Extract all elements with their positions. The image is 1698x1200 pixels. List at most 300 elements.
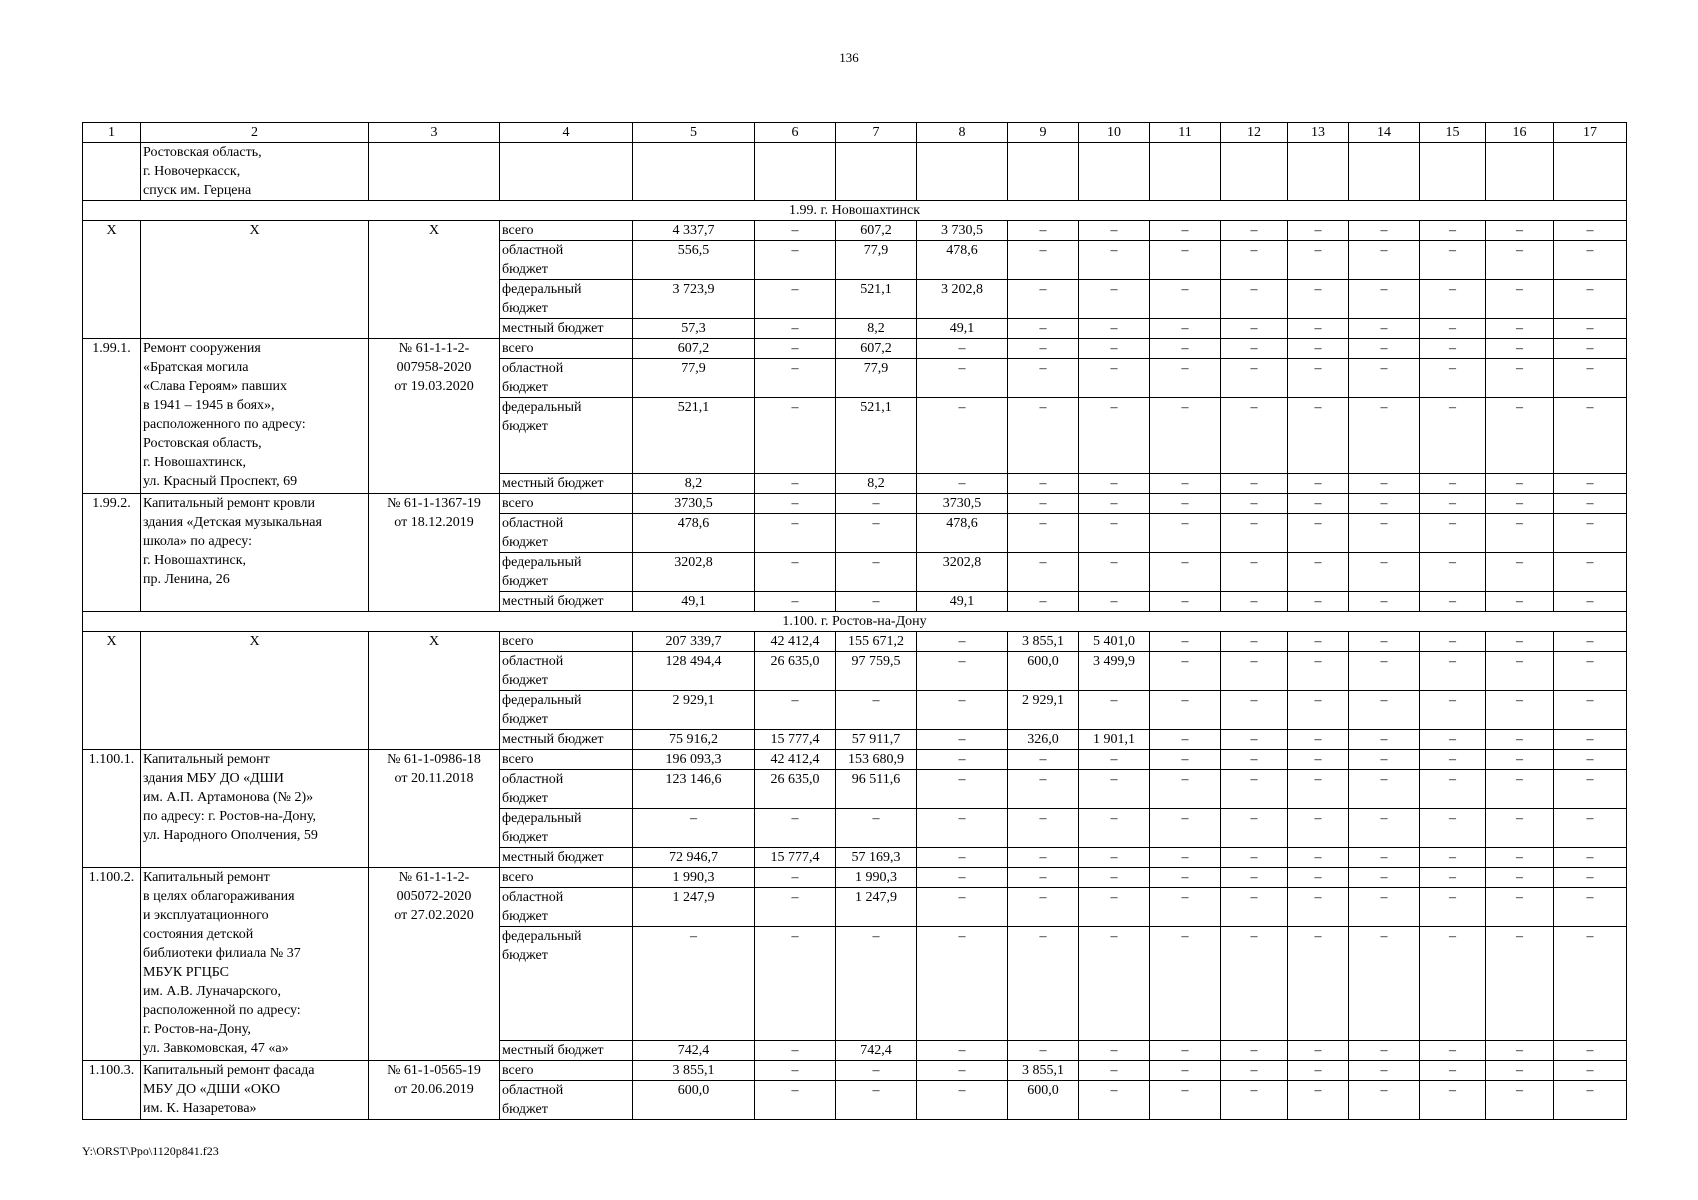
value-cell: – <box>1554 652 1627 691</box>
value-cell: – <box>1288 1061 1349 1081</box>
value-cell: 196 093,3 <box>633 750 755 770</box>
value-cell: – <box>1420 848 1486 868</box>
value-cell: 97 759,5 <box>836 652 917 691</box>
value-cell: – <box>1079 592 1150 612</box>
value-cell: – <box>1420 319 1486 339</box>
value-cell: – <box>1150 888 1221 927</box>
value-cell: 600,0 <box>633 1081 755 1120</box>
column-number: 11 <box>1150 123 1221 143</box>
value-cell: 3 855,1 <box>633 1061 755 1081</box>
value-cell: – <box>1150 241 1221 280</box>
value-cell: 72 946,7 <box>633 848 755 868</box>
value-cell: – <box>1349 319 1420 339</box>
value-cell: – <box>1221 868 1288 888</box>
budget-type-label: областной бюджет <box>500 770 633 809</box>
value-cell: – <box>755 1041 836 1061</box>
value-cell: – <box>1288 221 1349 241</box>
column-number: 5 <box>633 123 755 143</box>
value-cell: 5 401,0 <box>1079 632 1150 652</box>
budget-type-label: областной бюджет <box>500 1081 633 1120</box>
value-cell: – <box>1349 1061 1420 1081</box>
value-cell: – <box>755 359 836 398</box>
value-cell: – <box>1150 221 1221 241</box>
value-cell: – <box>917 339 1008 359</box>
value-cell: – <box>1349 494 1420 514</box>
value-cell: – <box>755 221 836 241</box>
value-cell: – <box>1079 868 1150 888</box>
value-cell: 742,4 <box>633 1041 755 1061</box>
value-cell: – <box>1079 927 1150 1041</box>
value-cell: – <box>917 868 1008 888</box>
value-cell: – <box>1150 514 1221 553</box>
value-cell: – <box>1554 1041 1627 1061</box>
value-cell: – <box>1554 927 1627 1041</box>
budget-type-label: федеральный бюджет <box>500 927 633 1041</box>
value-cell: – <box>755 398 836 474</box>
budget-table <box>82 122 1627 1120</box>
value-cell: – <box>1079 1081 1150 1120</box>
value-cell: 207 339,7 <box>633 632 755 652</box>
value-cell: 77,9 <box>836 241 917 280</box>
value-cell: – <box>1008 241 1079 280</box>
empty-cell <box>1008 143 1079 201</box>
value-cell: – <box>1079 221 1150 241</box>
budget-row <box>83 339 1627 359</box>
value-cell: – <box>1420 1081 1486 1120</box>
value-cell: – <box>1221 319 1288 339</box>
value-cell: – <box>1554 359 1627 398</box>
value-cell: – <box>1008 221 1079 241</box>
value-cell: – <box>1486 750 1554 770</box>
value-cell: – <box>1554 888 1627 927</box>
value-cell: – <box>917 474 1008 494</box>
budget-type-label: всего <box>500 494 633 514</box>
value-cell: – <box>917 359 1008 398</box>
value-cell: – <box>1221 927 1288 1041</box>
value-cell: – <box>1349 868 1420 888</box>
value-cell: 478,6 <box>917 514 1008 553</box>
value-cell: 3202,8 <box>917 553 1008 592</box>
value-cell: – <box>755 868 836 888</box>
value-cell: – <box>755 1061 836 1081</box>
value-cell: – <box>755 474 836 494</box>
value-cell: – <box>1288 1081 1349 1120</box>
value-cell: – <box>1349 1041 1420 1061</box>
value-cell: – <box>1288 319 1349 339</box>
value-cell: – <box>1420 927 1486 1041</box>
value-cell: 478,6 <box>633 514 755 553</box>
row-code-cell: 1.99.1. <box>83 339 141 494</box>
empty-cell <box>1554 143 1627 201</box>
budget-row <box>83 221 1627 241</box>
value-cell: – <box>1288 359 1349 398</box>
value-cell: – <box>1150 494 1221 514</box>
contract-cell: № 61-1-0986-18 от 20.11.2018 <box>369 750 500 868</box>
value-cell: – <box>1554 339 1627 359</box>
value-cell: – <box>1288 1041 1349 1061</box>
budget-row <box>83 1061 1627 1081</box>
value-cell: – <box>1420 514 1486 553</box>
budget-type-label: местный бюджет <box>500 848 633 868</box>
budget-type-label: федеральный бюджет <box>500 398 633 474</box>
row-code-cell: 1.100.1. <box>83 750 141 868</box>
value-cell: – <box>755 553 836 592</box>
value-cell: – <box>1221 359 1288 398</box>
value-cell: 57 911,7 <box>836 730 917 750</box>
value-cell: – <box>1288 241 1349 280</box>
value-cell: – <box>1008 494 1079 514</box>
value-cell: – <box>917 1081 1008 1120</box>
value-cell: – <box>1288 280 1349 319</box>
value-cell: 77,9 <box>836 359 917 398</box>
value-cell: – <box>1288 730 1349 750</box>
value-cell: 521,1 <box>836 398 917 474</box>
value-cell: – <box>1079 474 1150 494</box>
section-title: 1.100. г. Ростов-на-Дону <box>83 612 1627 632</box>
value-cell: – <box>1554 514 1627 553</box>
value-cell: – <box>1150 319 1221 339</box>
value-cell: – <box>1288 553 1349 592</box>
budget-type-label: областной бюджет <box>500 359 633 398</box>
section-title: 1.99. г. Новошахтинск <box>83 201 1627 221</box>
value-cell: – <box>1008 888 1079 927</box>
value-cell: – <box>755 691 836 730</box>
value-cell: 2 929,1 <box>1008 691 1079 730</box>
value-cell: – <box>1420 494 1486 514</box>
value-cell: 521,1 <box>633 398 755 474</box>
value-cell: – <box>1554 1061 1627 1081</box>
value-cell: – <box>1486 1041 1554 1061</box>
value-cell: 96 511,6 <box>836 770 917 809</box>
object-description: Ремонт сооружения «Братская могила «Слава Героям» павших в 1941 – 1945 в боях», расположенного по адресу: Ростовская область, г. Новошахтинск, ул. Красный Проспект, 69 <box>141 339 369 494</box>
budget-type-label: местный бюджет <box>500 474 633 494</box>
value-cell: – <box>1221 514 1288 553</box>
budget-row <box>83 750 1627 770</box>
value-cell: – <box>1420 474 1486 494</box>
value-cell: – <box>1008 848 1079 868</box>
value-cell: – <box>1554 691 1627 730</box>
value-cell: – <box>1486 221 1554 241</box>
value-cell: – <box>1349 888 1420 927</box>
value-cell: – <box>1349 770 1420 809</box>
value-cell: – <box>1221 888 1288 927</box>
value-cell: – <box>1554 474 1627 494</box>
value-cell: – <box>1349 221 1420 241</box>
value-cell: – <box>1349 730 1420 750</box>
value-cell: – <box>836 592 917 612</box>
value-cell: – <box>917 398 1008 474</box>
value-cell: – <box>1150 1081 1221 1120</box>
value-cell: – <box>1420 730 1486 750</box>
value-cell: 1 990,3 <box>633 868 755 888</box>
value-cell: – <box>836 494 917 514</box>
row-code-cell: 1.100.2. <box>83 868 141 1061</box>
value-cell: – <box>1420 398 1486 474</box>
column-number: 15 <box>1420 123 1486 143</box>
value-cell: – <box>1079 319 1150 339</box>
value-cell: 1 247,9 <box>633 888 755 927</box>
value-cell: – <box>917 888 1008 927</box>
budget-type-label: местный бюджет <box>500 319 633 339</box>
value-cell: – <box>1079 553 1150 592</box>
budget-type-label: федеральный бюджет <box>500 553 633 592</box>
value-cell: – <box>1008 750 1079 770</box>
value-cell: – <box>836 553 917 592</box>
value-cell: – <box>1221 592 1288 612</box>
contract-cell: Х <box>369 632 500 750</box>
value-cell: – <box>1150 848 1221 868</box>
value-cell: – <box>1221 494 1288 514</box>
value-cell: 600,0 <box>1008 1081 1079 1120</box>
row-code-cell: 1.100.3. <box>83 1061 141 1120</box>
value-cell: 128 494,4 <box>633 652 755 691</box>
value-cell: – <box>1420 632 1486 652</box>
value-cell: – <box>1554 221 1627 241</box>
value-cell: – <box>1008 927 1079 1041</box>
value-cell: 478,6 <box>917 241 1008 280</box>
value-cell: – <box>1486 398 1554 474</box>
value-cell: – <box>1079 1041 1150 1061</box>
value-cell: – <box>1150 1041 1221 1061</box>
value-cell: – <box>1288 514 1349 553</box>
value-cell: – <box>836 1061 917 1081</box>
budget-type-label: местный бюджет <box>500 1041 633 1061</box>
column-number: 2 <box>141 123 369 143</box>
empty-cell <box>1420 143 1486 201</box>
value-cell: – <box>1288 888 1349 927</box>
object-description: Капитальный ремонт здания МБУ ДО «ДШИ им. А.П. Артамонова (№ 2)» по адресу: г. Ростов-на-Дону, ул. Народного Ополчения, 59 <box>141 750 369 868</box>
value-cell: – <box>1221 770 1288 809</box>
column-number: 4 <box>500 123 633 143</box>
value-cell: 8,2 <box>633 474 755 494</box>
value-cell: – <box>1288 770 1349 809</box>
value-cell: – <box>1486 809 1554 848</box>
value-cell: 57,3 <box>633 319 755 339</box>
value-cell: – <box>1008 592 1079 612</box>
value-cell: – <box>1221 632 1288 652</box>
value-cell: – <box>1486 553 1554 592</box>
value-cell: – <box>1486 494 1554 514</box>
value-cell: – <box>917 652 1008 691</box>
value-cell: – <box>1420 1041 1486 1061</box>
value-cell: – <box>917 809 1008 848</box>
empty-cell <box>836 143 917 201</box>
value-cell: – <box>755 1081 836 1120</box>
empty-cell <box>917 143 1008 201</box>
value-cell: – <box>1349 339 1420 359</box>
value-cell: – <box>1554 632 1627 652</box>
value-cell: – <box>1288 750 1349 770</box>
value-cell: – <box>1288 691 1349 730</box>
value-cell: – <box>1486 868 1554 888</box>
empty-cell <box>1150 143 1221 201</box>
budget-type-label: всего <box>500 221 633 241</box>
budget-type-label: всего <box>500 868 633 888</box>
value-cell: – <box>755 494 836 514</box>
value-cell: – <box>1008 474 1079 494</box>
value-cell: – <box>1420 770 1486 809</box>
value-cell: 3730,5 <box>633 494 755 514</box>
value-cell: – <box>1554 848 1627 868</box>
value-cell: – <box>1221 848 1288 868</box>
value-cell: – <box>1554 809 1627 848</box>
value-cell: 1 247,9 <box>836 888 917 927</box>
value-cell: 3202,8 <box>633 553 755 592</box>
empty-cell <box>1486 143 1554 201</box>
value-cell: 1 990,3 <box>836 868 917 888</box>
value-cell: 3 202,8 <box>917 280 1008 319</box>
budget-type-label: всего <box>500 339 633 359</box>
value-cell: – <box>1486 592 1554 612</box>
value-cell: – <box>1420 809 1486 848</box>
value-cell: – <box>1008 553 1079 592</box>
value-cell: – <box>633 927 755 1041</box>
value-cell: 3 855,1 <box>1008 1061 1079 1081</box>
value-cell: – <box>1079 848 1150 868</box>
value-cell: – <box>1288 868 1349 888</box>
value-cell: – <box>917 848 1008 868</box>
value-cell: – <box>755 592 836 612</box>
value-cell: – <box>1150 652 1221 691</box>
value-cell: 123 146,6 <box>633 770 755 809</box>
value-cell: – <box>1420 888 1486 927</box>
value-cell: – <box>1554 770 1627 809</box>
value-cell: – <box>1008 280 1079 319</box>
empty-cell <box>1079 143 1150 201</box>
value-cell: – <box>1349 750 1420 770</box>
value-cell: – <box>1349 632 1420 652</box>
value-cell: 155 671,2 <box>836 632 917 652</box>
budget-type-label: областной бюджет <box>500 888 633 927</box>
column-number: 1 <box>83 123 141 143</box>
value-cell: 3730,5 <box>917 494 1008 514</box>
value-cell: – <box>1420 221 1486 241</box>
value-cell: – <box>1150 553 1221 592</box>
value-cell: – <box>1221 730 1288 750</box>
value-cell: – <box>1486 770 1554 809</box>
value-cell: – <box>836 514 917 553</box>
value-cell: 57 169,3 <box>836 848 917 868</box>
budget-type-label: федеральный бюджет <box>500 691 633 730</box>
value-cell: – <box>755 280 836 319</box>
empty-cell <box>633 143 755 201</box>
value-cell: – <box>1554 319 1627 339</box>
value-cell: 326,0 <box>1008 730 1079 750</box>
value-cell: – <box>1486 632 1554 652</box>
value-cell: – <box>1008 514 1079 553</box>
value-cell: – <box>1486 691 1554 730</box>
budget-type-label: областной бюджет <box>500 652 633 691</box>
value-cell: – <box>1349 553 1420 592</box>
budget-type-label: местный бюджет <box>500 730 633 750</box>
value-cell: – <box>1420 868 1486 888</box>
value-cell: – <box>1486 888 1554 927</box>
value-cell: – <box>1349 241 1420 280</box>
value-cell: – <box>917 770 1008 809</box>
budget-type-label: всего <box>500 750 633 770</box>
value-cell: – <box>1221 1081 1288 1120</box>
value-cell: – <box>1150 750 1221 770</box>
value-cell: – <box>1554 1081 1627 1120</box>
value-cell: – <box>1079 280 1150 319</box>
value-cell: – <box>1486 652 1554 691</box>
object-description: Х <box>141 632 369 750</box>
value-cell: – <box>1554 730 1627 750</box>
value-cell: – <box>755 809 836 848</box>
value-cell: – <box>836 1081 917 1120</box>
column-number: 13 <box>1288 123 1349 143</box>
value-cell: – <box>1486 927 1554 1041</box>
value-cell: 600,0 <box>1008 652 1079 691</box>
value-cell: – <box>1150 730 1221 750</box>
value-cell: – <box>1150 592 1221 612</box>
row-code-cell: 1.99.2. <box>83 494 141 612</box>
value-cell: 77,9 <box>633 359 755 398</box>
value-cell: – <box>1150 632 1221 652</box>
value-cell: – <box>1221 1041 1288 1061</box>
value-cell: 521,1 <box>836 280 917 319</box>
value-cell: – <box>1486 474 1554 494</box>
empty-cell <box>500 143 633 201</box>
value-cell: 3 499,9 <box>1079 652 1150 691</box>
column-number: 12 <box>1221 123 1288 143</box>
value-cell: – <box>1221 339 1288 359</box>
value-cell: 607,2 <box>836 221 917 241</box>
value-cell: – <box>1420 553 1486 592</box>
value-cell: – <box>1079 770 1150 809</box>
value-cell: – <box>1079 359 1150 398</box>
value-cell: – <box>1079 339 1150 359</box>
column-number: 9 <box>1008 123 1079 143</box>
row-code-cell: Х <box>83 632 141 750</box>
value-cell: – <box>1486 730 1554 750</box>
value-cell: – <box>1349 848 1420 868</box>
file-path-footer: Y:\ORST\Ppo\1120p841.f23 <box>82 1144 219 1158</box>
contract-cell <box>369 143 500 201</box>
value-cell: – <box>1288 398 1349 474</box>
object-description: Капитальный ремонт фасада МБУ ДО «ДШИ «ОКО им. К. Назаретова» <box>141 1061 369 1120</box>
value-cell: – <box>1554 592 1627 612</box>
value-cell: – <box>1221 809 1288 848</box>
value-cell: 15 777,4 <box>755 730 836 750</box>
value-cell: – <box>1221 652 1288 691</box>
column-number: 3 <box>369 123 500 143</box>
value-cell: – <box>1420 691 1486 730</box>
value-cell: – <box>917 1061 1008 1081</box>
value-cell: – <box>1008 770 1079 809</box>
value-cell: – <box>1486 1081 1554 1120</box>
value-cell: 3 855,1 <box>1008 632 1079 652</box>
value-cell: – <box>1554 280 1627 319</box>
value-cell: – <box>917 691 1008 730</box>
value-cell: – <box>1079 494 1150 514</box>
value-cell: – <box>1221 280 1288 319</box>
value-cell: – <box>1349 691 1420 730</box>
row-code-cell: Х <box>83 221 141 339</box>
value-cell: – <box>1349 280 1420 319</box>
value-cell: – <box>917 1041 1008 1061</box>
value-cell: – <box>1349 652 1420 691</box>
value-cell: – <box>1554 241 1627 280</box>
value-cell: – <box>755 319 836 339</box>
value-cell: – <box>1288 848 1349 868</box>
value-cell: – <box>1221 398 1288 474</box>
value-cell: 3 723,9 <box>633 280 755 319</box>
object-description: Капитальный ремонт кровли здания «Детская музыкальная школа» по адресу: г. Новошахтинск, пр. Ленина, 26 <box>141 494 369 612</box>
budget-row <box>83 632 1627 652</box>
section-row <box>83 201 1627 221</box>
value-cell: – <box>1150 1061 1221 1081</box>
